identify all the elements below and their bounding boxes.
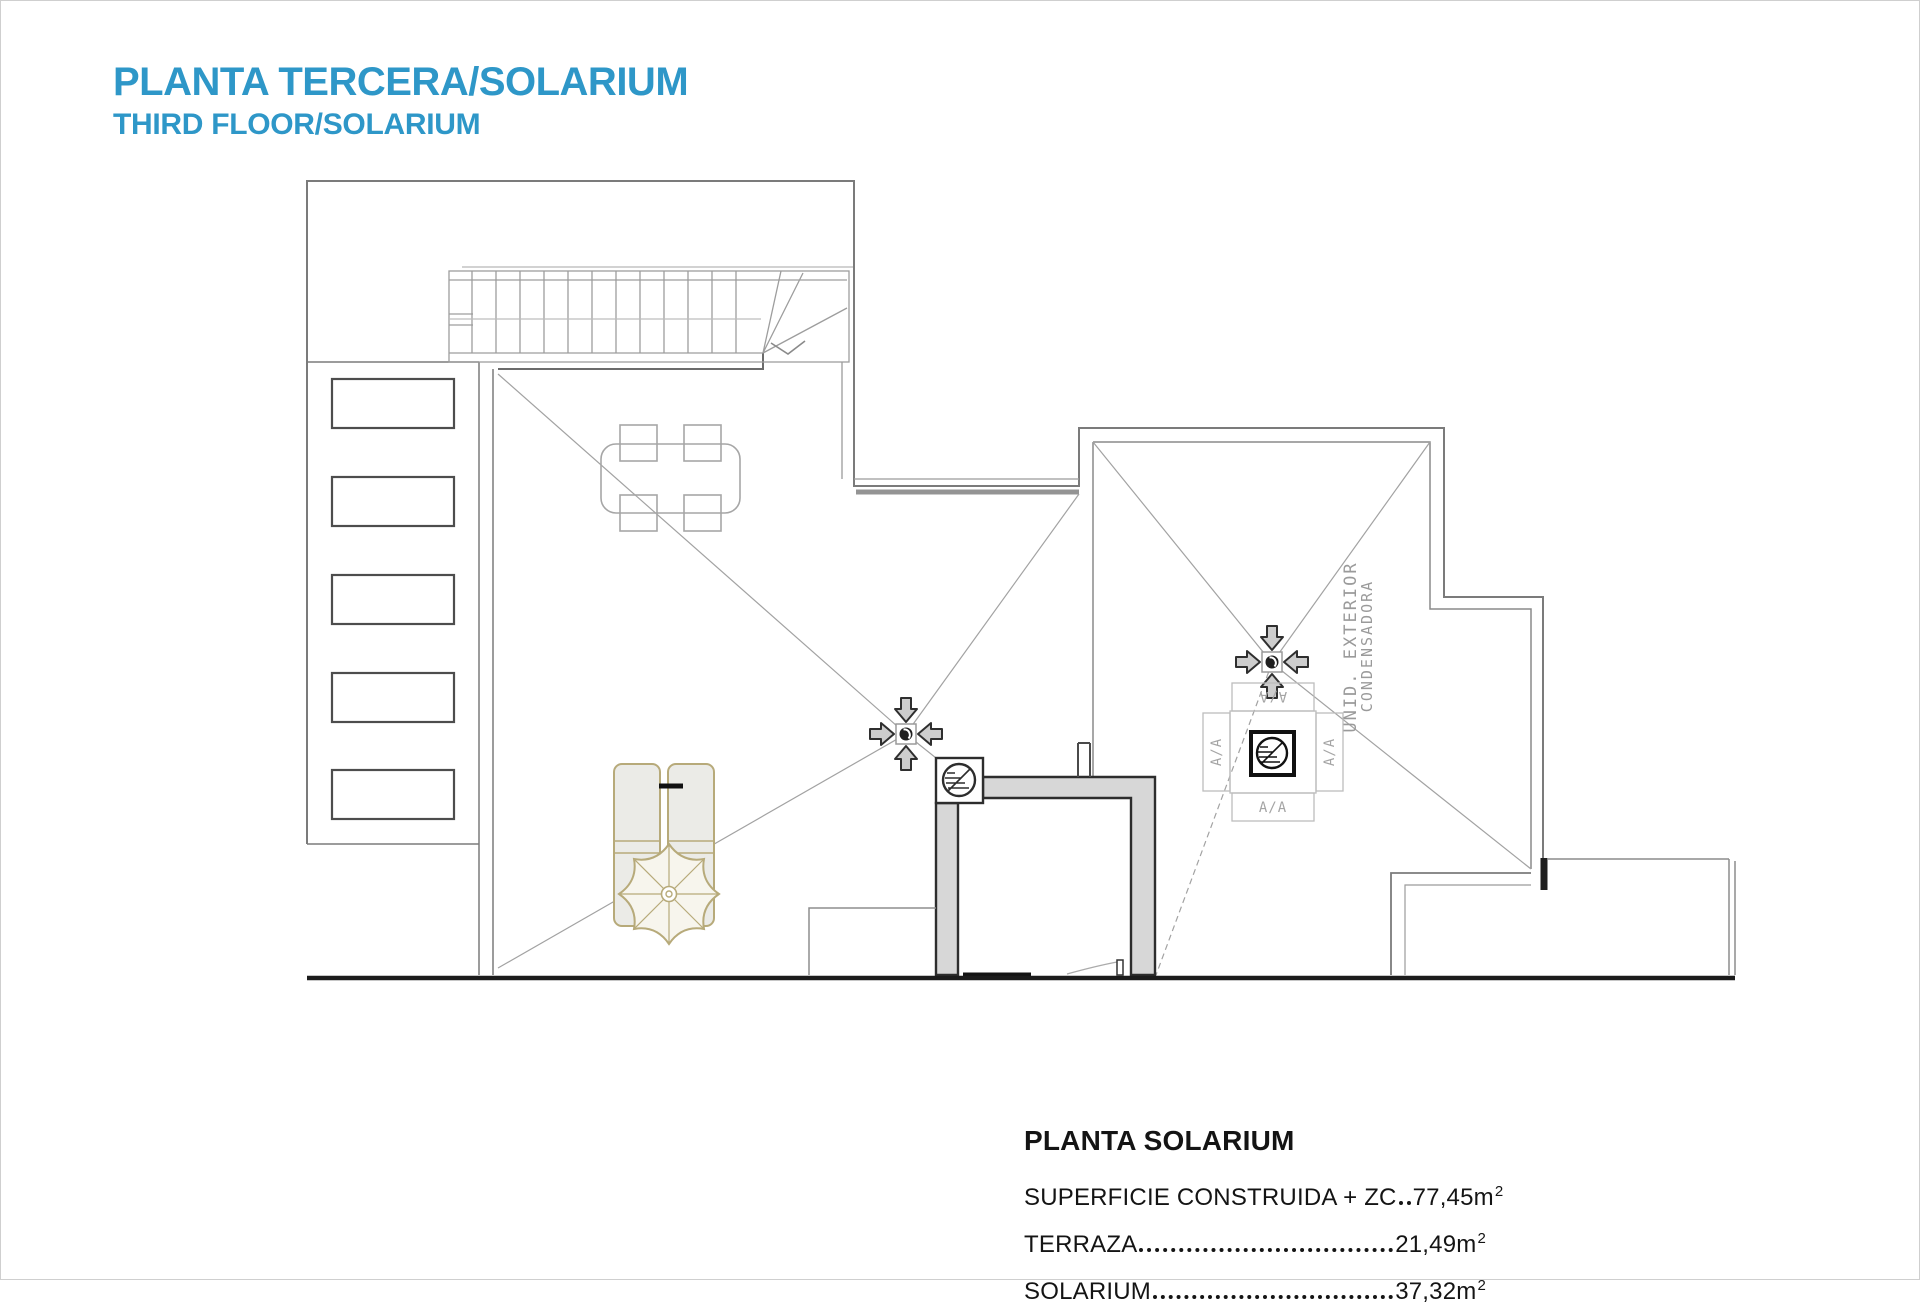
sheet-subtitle: THIRD FLOOR/SOLARIUM — [113, 108, 481, 141]
ac-flap-label-right: A/A — [1322, 737, 1338, 767]
legend-label: SUPERFICIE CONSTRUIDA + ZC — [1024, 1184, 1397, 1211]
legend-value: $21,49m^2$ — [1395, 1230, 1486, 1258]
terrace-slope-lines — [498, 374, 1079, 968]
ac-unit — [1203, 561, 1376, 821]
ac-unit-label — [1341, 561, 1376, 732]
ac-flap-label-bottom: A/A — [1258, 800, 1288, 816]
ac-flap-label-top: A/A — [1258, 688, 1288, 704]
stair-direction-arrow — [763, 271, 847, 354]
solarium-slope-lines — [1093, 442, 1531, 975]
dot-leader — [1399, 1201, 1411, 1205]
sheet-title: PLANTA TERCERA/SOLARIUM — [113, 60, 689, 104]
legend-row — [1024, 1259, 1486, 1306]
right-step — [1391, 858, 1544, 975]
landing-step — [809, 908, 936, 975]
chair — [684, 425, 721, 461]
dining-table — [601, 444, 740, 513]
right-parapet — [1547, 859, 1735, 975]
parasol — [619, 844, 719, 944]
svg-text:UNID. EXTERIOR: UNID. EXTERIOR — [1341, 561, 1361, 733]
legend-row — [1024, 1165, 1504, 1212]
floor-plan — [1, 1, 1921, 1281]
stairs — [449, 267, 853, 362]
area-summary — [1024, 1125, 1504, 1306]
roof-shaft — [936, 743, 1155, 975]
legend-value: $77,45m^2$ — [1412, 1183, 1504, 1211]
shaft-door-arc — [1067, 962, 1117, 974]
svg-text:CONDENSADORA: CONDENSADORA — [1358, 579, 1376, 713]
dot-leader — [1153, 1295, 1393, 1299]
ac-flap-label-left: A/A — [1209, 737, 1225, 767]
legend-title: PLANTA SOLARIUM — [1024, 1125, 1295, 1156]
floor-drain-right — [1236, 626, 1308, 698]
legend-label: TERRAZA — [1024, 1231, 1138, 1258]
shaft-vent — [936, 758, 983, 803]
shaft-door-jamb — [1117, 960, 1123, 975]
left-louvers — [332, 379, 454, 819]
vent-pipe — [1078, 743, 1090, 777]
legend-label: SOLARIUM — [1024, 1278, 1151, 1305]
floor-drain-left — [870, 698, 942, 770]
dot-leader — [1139, 1248, 1393, 1252]
dining-set — [601, 425, 740, 531]
chair — [620, 425, 657, 461]
legend-value: $37,32m^2$ — [1395, 1277, 1486, 1305]
legend-row — [1024, 1212, 1486, 1259]
